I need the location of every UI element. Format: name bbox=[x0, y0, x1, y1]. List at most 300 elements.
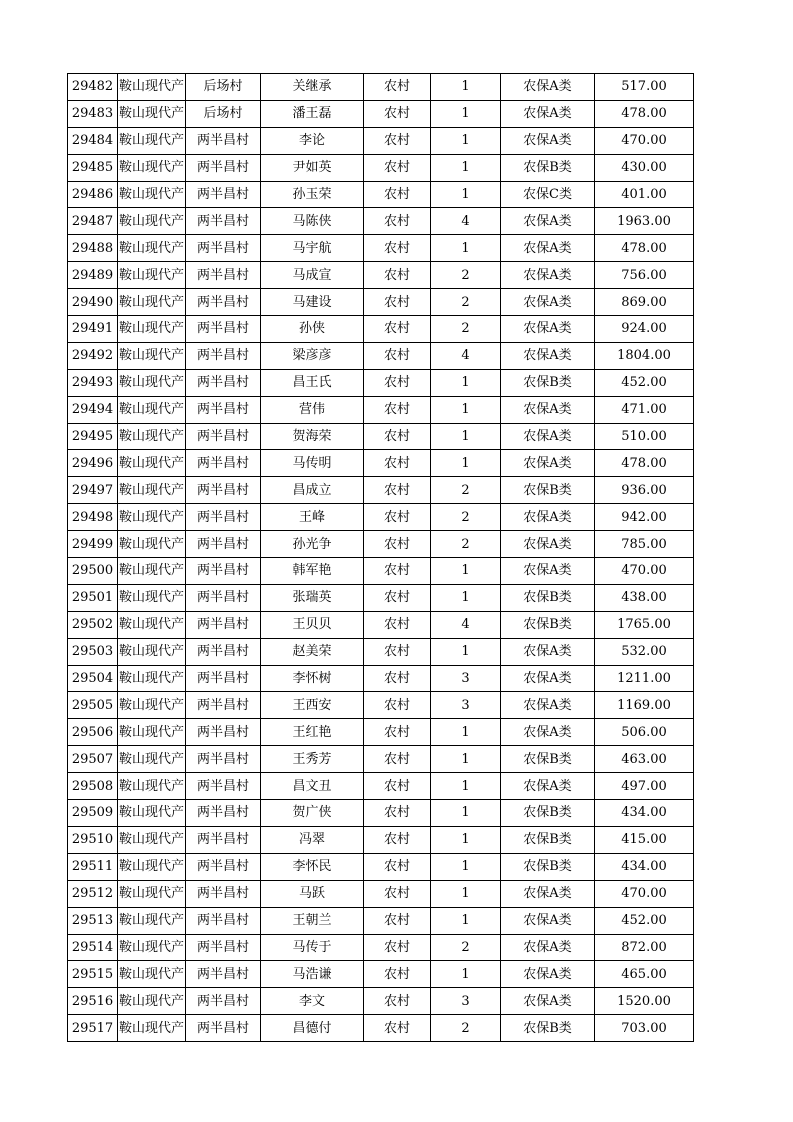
name-cell: 王峰 bbox=[261, 504, 364, 531]
town-cell: 鞍山现代产 bbox=[118, 369, 186, 396]
amount-cell: 703.00 bbox=[595, 1015, 694, 1042]
village-cell: 两半昌村 bbox=[186, 692, 261, 719]
household-type-cell: 农村 bbox=[364, 450, 431, 477]
member-count-cell: 1 bbox=[431, 773, 501, 800]
table-row bbox=[68, 773, 694, 800]
amount-cell: 415.00 bbox=[595, 826, 694, 853]
name-cell: 韩军艳 bbox=[261, 558, 364, 585]
record-id-cell: 29489 bbox=[68, 262, 118, 289]
amount-cell: 434.00 bbox=[595, 853, 694, 880]
record-id-cell: 29505 bbox=[68, 692, 118, 719]
record-id-cell: 29493 bbox=[68, 369, 118, 396]
town-cell: 鞍山现代产 bbox=[118, 773, 186, 800]
amount-cell: 465.00 bbox=[595, 961, 694, 988]
member-count-cell: 1 bbox=[431, 396, 501, 423]
member-count-cell: 4 bbox=[431, 208, 501, 235]
member-count-cell: 1 bbox=[431, 558, 501, 585]
village-cell: 两半昌村 bbox=[186, 558, 261, 585]
member-count-cell: 4 bbox=[431, 611, 501, 638]
village-cell: 两半昌村 bbox=[186, 853, 261, 880]
category-cell: 农保A类 bbox=[501, 692, 595, 719]
category-cell: 农保A类 bbox=[501, 531, 595, 558]
household-type-cell: 农村 bbox=[364, 316, 431, 343]
member-count-cell: 1 bbox=[431, 74, 501, 101]
household-type-cell: 农村 bbox=[364, 477, 431, 504]
village-cell: 两半昌村 bbox=[186, 127, 261, 154]
name-cell: 王朝兰 bbox=[261, 907, 364, 934]
amount-cell: 924.00 bbox=[595, 316, 694, 343]
village-cell: 两半昌村 bbox=[186, 826, 261, 853]
category-cell: 农保B类 bbox=[501, 369, 595, 396]
name-cell: 贺海荣 bbox=[261, 423, 364, 450]
table-row bbox=[68, 74, 694, 101]
table-row bbox=[68, 880, 694, 907]
record-id-cell: 29514 bbox=[68, 934, 118, 961]
table-row bbox=[68, 1015, 694, 1042]
category-cell: 农保A类 bbox=[501, 396, 595, 423]
table-row bbox=[68, 961, 694, 988]
village-cell: 两半昌村 bbox=[186, 1015, 261, 1042]
town-cell: 鞍山现代产 bbox=[118, 558, 186, 585]
village-cell: 两半昌村 bbox=[186, 934, 261, 961]
record-id-cell: 29504 bbox=[68, 665, 118, 692]
category-cell: 农保A类 bbox=[501, 558, 595, 585]
category-cell: 农保A类 bbox=[501, 773, 595, 800]
household-type-cell: 农村 bbox=[364, 74, 431, 101]
category-cell: 农保A类 bbox=[501, 289, 595, 316]
name-cell: 马跃 bbox=[261, 880, 364, 907]
town-cell: 鞍山现代产 bbox=[118, 423, 186, 450]
amount-cell: 434.00 bbox=[595, 800, 694, 827]
name-cell: 马成宣 bbox=[261, 262, 364, 289]
table-row bbox=[68, 558, 694, 585]
town-cell: 鞍山现代产 bbox=[118, 154, 186, 181]
town-cell: 鞍山现代产 bbox=[118, 907, 186, 934]
amount-cell: 478.00 bbox=[595, 235, 694, 262]
table-row bbox=[68, 611, 694, 638]
name-cell: 马建设 bbox=[261, 289, 364, 316]
table-row bbox=[68, 181, 694, 208]
household-type-cell: 农村 bbox=[364, 961, 431, 988]
village-cell: 两半昌村 bbox=[186, 477, 261, 504]
household-type-cell: 农村 bbox=[364, 826, 431, 853]
category-cell: 农保B类 bbox=[501, 800, 595, 827]
household-type-cell: 农村 bbox=[364, 531, 431, 558]
household-type-cell: 农村 bbox=[364, 181, 431, 208]
table-row bbox=[68, 369, 694, 396]
member-count-cell: 2 bbox=[431, 934, 501, 961]
village-cell: 两半昌村 bbox=[186, 880, 261, 907]
household-type-cell: 农村 bbox=[364, 584, 431, 611]
table-row bbox=[68, 235, 694, 262]
category-cell: 农保C类 bbox=[501, 181, 595, 208]
record-id-cell: 29502 bbox=[68, 611, 118, 638]
amount-cell: 936.00 bbox=[595, 477, 694, 504]
record-id-cell: 29494 bbox=[68, 396, 118, 423]
member-count-cell: 1 bbox=[431, 100, 501, 127]
name-cell: 李怀民 bbox=[261, 853, 364, 880]
table-row bbox=[68, 907, 694, 934]
member-count-cell: 1 bbox=[431, 450, 501, 477]
member-count-cell: 2 bbox=[431, 262, 501, 289]
town-cell: 鞍山现代产 bbox=[118, 826, 186, 853]
amount-cell: 470.00 bbox=[595, 127, 694, 154]
town-cell: 鞍山现代产 bbox=[118, 719, 186, 746]
table-row bbox=[68, 208, 694, 235]
category-cell: 农保A类 bbox=[501, 719, 595, 746]
record-id-cell: 29483 bbox=[68, 100, 118, 127]
village-cell: 两半昌村 bbox=[186, 746, 261, 773]
name-cell: 李论 bbox=[261, 127, 364, 154]
town-cell: 鞍山现代产 bbox=[118, 611, 186, 638]
village-cell: 两半昌村 bbox=[186, 369, 261, 396]
record-id-cell: 29492 bbox=[68, 342, 118, 369]
town-cell: 鞍山现代产 bbox=[118, 396, 186, 423]
name-cell: 昌王氏 bbox=[261, 369, 364, 396]
household-type-cell: 农村 bbox=[364, 1015, 431, 1042]
record-id-cell: 29499 bbox=[68, 531, 118, 558]
record-id-cell: 29510 bbox=[68, 826, 118, 853]
village-cell: 两半昌村 bbox=[186, 719, 261, 746]
member-count-cell: 1 bbox=[431, 181, 501, 208]
amount-cell: 532.00 bbox=[595, 638, 694, 665]
village-cell: 两半昌村 bbox=[186, 504, 261, 531]
household-type-cell: 农村 bbox=[364, 369, 431, 396]
household-type-cell: 农村 bbox=[364, 423, 431, 450]
town-cell: 鞍山现代产 bbox=[118, 74, 186, 101]
record-id-cell: 29515 bbox=[68, 961, 118, 988]
record-id-cell: 29513 bbox=[68, 907, 118, 934]
member-count-cell: 1 bbox=[431, 584, 501, 611]
town-cell: 鞍山现代产 bbox=[118, 181, 186, 208]
table-row bbox=[68, 934, 694, 961]
name-cell: 李文 bbox=[261, 988, 364, 1015]
member-count-cell: 1 bbox=[431, 638, 501, 665]
town-cell: 鞍山现代产 bbox=[118, 746, 186, 773]
member-count-cell: 1 bbox=[431, 235, 501, 262]
table-row bbox=[68, 289, 694, 316]
name-cell: 孙侠 bbox=[261, 316, 364, 343]
record-id-cell: 29484 bbox=[68, 127, 118, 154]
member-count-cell: 1 bbox=[431, 880, 501, 907]
table-row bbox=[68, 100, 694, 127]
amount-cell: 506.00 bbox=[595, 719, 694, 746]
category-cell: 农保A类 bbox=[501, 423, 595, 450]
village-cell: 两半昌村 bbox=[186, 316, 261, 343]
table-row bbox=[68, 826, 694, 853]
amount-cell: 497.00 bbox=[595, 773, 694, 800]
name-cell: 潘王磊 bbox=[261, 100, 364, 127]
table-row bbox=[68, 800, 694, 827]
amount-cell: 478.00 bbox=[595, 100, 694, 127]
name-cell: 王西安 bbox=[261, 692, 364, 719]
table-row bbox=[68, 988, 694, 1015]
amount-cell: 1804.00 bbox=[595, 342, 694, 369]
village-cell: 两半昌村 bbox=[186, 584, 261, 611]
name-cell: 昌成立 bbox=[261, 477, 364, 504]
town-cell: 鞍山现代产 bbox=[118, 477, 186, 504]
member-count-cell: 1 bbox=[431, 423, 501, 450]
village-cell: 两半昌村 bbox=[186, 208, 261, 235]
name-cell: 李怀树 bbox=[261, 665, 364, 692]
category-cell: 农保A类 bbox=[501, 665, 595, 692]
member-count-cell: 2 bbox=[431, 289, 501, 316]
household-type-cell: 农村 bbox=[364, 665, 431, 692]
record-id-cell: 29506 bbox=[68, 719, 118, 746]
category-cell: 农保A类 bbox=[501, 74, 595, 101]
name-cell: 关继承 bbox=[261, 74, 364, 101]
table-row bbox=[68, 665, 694, 692]
table-row bbox=[68, 396, 694, 423]
table-row bbox=[68, 262, 694, 289]
town-cell: 鞍山现代产 bbox=[118, 531, 186, 558]
town-cell: 鞍山现代产 bbox=[118, 638, 186, 665]
household-type-cell: 农村 bbox=[364, 773, 431, 800]
table-row bbox=[68, 423, 694, 450]
amount-cell: 452.00 bbox=[595, 369, 694, 396]
village-cell: 两半昌村 bbox=[186, 342, 261, 369]
data-table bbox=[67, 73, 694, 1042]
town-cell: 鞍山现代产 bbox=[118, 692, 186, 719]
amount-cell: 942.00 bbox=[595, 504, 694, 531]
village-cell: 两半昌村 bbox=[186, 396, 261, 423]
name-cell: 孙光争 bbox=[261, 531, 364, 558]
table-row bbox=[68, 504, 694, 531]
category-cell: 农保A类 bbox=[501, 342, 595, 369]
member-count-cell: 1 bbox=[431, 369, 501, 396]
household-type-cell: 农村 bbox=[364, 638, 431, 665]
member-count-cell: 1 bbox=[431, 826, 501, 853]
record-id-cell: 29512 bbox=[68, 880, 118, 907]
member-count-cell: 1 bbox=[431, 746, 501, 773]
table-row bbox=[68, 127, 694, 154]
category-cell: 农保A类 bbox=[501, 450, 595, 477]
name-cell: 王贝贝 bbox=[261, 611, 364, 638]
category-cell: 农保B类 bbox=[501, 853, 595, 880]
name-cell: 王红艳 bbox=[261, 719, 364, 746]
category-cell: 农保A类 bbox=[501, 988, 595, 1015]
town-cell: 鞍山现代产 bbox=[118, 504, 186, 531]
town-cell: 鞍山现代产 bbox=[118, 800, 186, 827]
record-id-cell: 29490 bbox=[68, 289, 118, 316]
amount-cell: 430.00 bbox=[595, 154, 694, 181]
name-cell: 马浩谦 bbox=[261, 961, 364, 988]
name-cell: 赵美荣 bbox=[261, 638, 364, 665]
name-cell: 冯翠 bbox=[261, 826, 364, 853]
table-row bbox=[68, 719, 694, 746]
household-type-cell: 农村 bbox=[364, 853, 431, 880]
town-cell: 鞍山现代产 bbox=[118, 1015, 186, 1042]
table-row bbox=[68, 342, 694, 369]
village-cell: 两半昌村 bbox=[186, 450, 261, 477]
table-row bbox=[68, 316, 694, 343]
record-id-cell: 29503 bbox=[68, 638, 118, 665]
table-row bbox=[68, 584, 694, 611]
household-type-cell: 农村 bbox=[364, 154, 431, 181]
table-row bbox=[68, 477, 694, 504]
amount-cell: 401.00 bbox=[595, 181, 694, 208]
record-id-cell: 29517 bbox=[68, 1015, 118, 1042]
household-type-cell: 农村 bbox=[364, 504, 431, 531]
household-type-cell: 农村 bbox=[364, 692, 431, 719]
category-cell: 农保B类 bbox=[501, 611, 595, 638]
household-type-cell: 农村 bbox=[364, 235, 431, 262]
amount-cell: 452.00 bbox=[595, 907, 694, 934]
household-type-cell: 农村 bbox=[364, 907, 431, 934]
village-cell: 两半昌村 bbox=[186, 800, 261, 827]
record-id-cell: 29498 bbox=[68, 504, 118, 531]
record-id-cell: 29508 bbox=[68, 773, 118, 800]
village-cell: 两半昌村 bbox=[186, 531, 261, 558]
name-cell: 马传于 bbox=[261, 934, 364, 961]
town-cell: 鞍山现代产 bbox=[118, 934, 186, 961]
name-cell: 昌文丑 bbox=[261, 773, 364, 800]
town-cell: 鞍山现代产 bbox=[118, 127, 186, 154]
town-cell: 鞍山现代产 bbox=[118, 208, 186, 235]
household-type-cell: 农村 bbox=[364, 800, 431, 827]
member-count-cell: 1 bbox=[431, 961, 501, 988]
record-id-cell: 29491 bbox=[68, 316, 118, 343]
record-id-cell: 29496 bbox=[68, 450, 118, 477]
amount-cell: 478.00 bbox=[595, 450, 694, 477]
household-type-cell: 农村 bbox=[364, 208, 431, 235]
name-cell: 孙玉荣 bbox=[261, 181, 364, 208]
household-type-cell: 农村 bbox=[364, 558, 431, 585]
village-cell: 两半昌村 bbox=[186, 907, 261, 934]
town-cell: 鞍山现代产 bbox=[118, 289, 186, 316]
village-cell: 两半昌村 bbox=[186, 961, 261, 988]
category-cell: 农保A类 bbox=[501, 638, 595, 665]
town-cell: 鞍山现代产 bbox=[118, 262, 186, 289]
town-cell: 鞍山现代产 bbox=[118, 450, 186, 477]
household-type-cell: 农村 bbox=[364, 719, 431, 746]
record-id-cell: 29516 bbox=[68, 988, 118, 1015]
category-cell: 农保B类 bbox=[501, 1015, 595, 1042]
member-count-cell: 1 bbox=[431, 907, 501, 934]
amount-cell: 872.00 bbox=[595, 934, 694, 961]
name-cell: 张瑞英 bbox=[261, 584, 364, 611]
member-count-cell: 1 bbox=[431, 719, 501, 746]
record-id-cell: 29495 bbox=[68, 423, 118, 450]
record-id-cell: 29501 bbox=[68, 584, 118, 611]
amount-cell: 510.00 bbox=[595, 423, 694, 450]
category-cell: 农保A类 bbox=[501, 262, 595, 289]
category-cell: 农保A类 bbox=[501, 127, 595, 154]
amount-cell: 517.00 bbox=[595, 74, 694, 101]
village-cell: 两半昌村 bbox=[186, 665, 261, 692]
household-type-cell: 农村 bbox=[364, 611, 431, 638]
category-cell: 农保A类 bbox=[501, 100, 595, 127]
category-cell: 农保A类 bbox=[501, 235, 595, 262]
category-cell: 农保B类 bbox=[501, 154, 595, 181]
amount-cell: 470.00 bbox=[595, 880, 694, 907]
town-cell: 鞍山现代产 bbox=[118, 100, 186, 127]
household-type-cell: 农村 bbox=[364, 342, 431, 369]
village-cell: 两半昌村 bbox=[186, 988, 261, 1015]
name-cell: 尹如英 bbox=[261, 154, 364, 181]
village-cell: 两半昌村 bbox=[186, 154, 261, 181]
village-cell: 两半昌村 bbox=[186, 289, 261, 316]
member-count-cell: 2 bbox=[431, 316, 501, 343]
member-count-cell: 3 bbox=[431, 988, 501, 1015]
village-cell: 后场村 bbox=[186, 100, 261, 127]
village-cell: 后场村 bbox=[186, 74, 261, 101]
record-id-cell: 29487 bbox=[68, 208, 118, 235]
member-count-cell: 1 bbox=[431, 127, 501, 154]
member-count-cell: 2 bbox=[431, 531, 501, 558]
member-count-cell: 4 bbox=[431, 342, 501, 369]
village-cell: 两半昌村 bbox=[186, 262, 261, 289]
town-cell: 鞍山现代产 bbox=[118, 961, 186, 988]
member-count-cell: 3 bbox=[431, 665, 501, 692]
household-type-cell: 农村 bbox=[364, 988, 431, 1015]
table-row bbox=[68, 853, 694, 880]
amount-cell: 756.00 bbox=[595, 262, 694, 289]
category-cell: 农保A类 bbox=[501, 316, 595, 343]
amount-cell: 1520.00 bbox=[595, 988, 694, 1015]
household-type-cell: 农村 bbox=[364, 396, 431, 423]
table-row bbox=[68, 692, 694, 719]
town-cell: 鞍山现代产 bbox=[118, 853, 186, 880]
name-cell: 营伟 bbox=[261, 396, 364, 423]
member-count-cell: 2 bbox=[431, 1015, 501, 1042]
table-row bbox=[68, 450, 694, 477]
amount-cell: 438.00 bbox=[595, 584, 694, 611]
category-cell: 农保A类 bbox=[501, 208, 595, 235]
name-cell: 王秀芳 bbox=[261, 746, 364, 773]
name-cell: 马陈侠 bbox=[261, 208, 364, 235]
name-cell: 马宇航 bbox=[261, 235, 364, 262]
record-id-cell: 29509 bbox=[68, 800, 118, 827]
town-cell: 鞍山现代产 bbox=[118, 665, 186, 692]
household-type-cell: 农村 bbox=[364, 934, 431, 961]
record-id-cell: 29482 bbox=[68, 74, 118, 101]
name-cell: 马传明 bbox=[261, 450, 364, 477]
village-cell: 两半昌村 bbox=[186, 423, 261, 450]
village-cell: 两半昌村 bbox=[186, 638, 261, 665]
category-cell: 农保B类 bbox=[501, 477, 595, 504]
member-count-cell: 2 bbox=[431, 504, 501, 531]
record-id-cell: 29507 bbox=[68, 746, 118, 773]
household-type-cell: 农村 bbox=[364, 262, 431, 289]
amount-cell: 1211.00 bbox=[595, 665, 694, 692]
household-type-cell: 农村 bbox=[364, 127, 431, 154]
table-body bbox=[68, 74, 694, 1042]
village-cell: 两半昌村 bbox=[186, 773, 261, 800]
member-count-cell: 1 bbox=[431, 154, 501, 181]
category-cell: 农保B类 bbox=[501, 746, 595, 773]
town-cell: 鞍山现代产 bbox=[118, 235, 186, 262]
town-cell: 鞍山现代产 bbox=[118, 988, 186, 1015]
village-cell: 两半昌村 bbox=[186, 611, 261, 638]
amount-cell: 471.00 bbox=[595, 396, 694, 423]
amount-cell: 1765.00 bbox=[595, 611, 694, 638]
town-cell: 鞍山现代产 bbox=[118, 342, 186, 369]
record-id-cell: 29486 bbox=[68, 181, 118, 208]
record-id-cell: 29500 bbox=[68, 558, 118, 585]
record-id-cell: 29485 bbox=[68, 154, 118, 181]
category-cell: 农保A类 bbox=[501, 961, 595, 988]
category-cell: 农保A类 bbox=[501, 934, 595, 961]
household-type-cell: 农村 bbox=[364, 100, 431, 127]
town-cell: 鞍山现代产 bbox=[118, 880, 186, 907]
village-cell: 两半昌村 bbox=[186, 235, 261, 262]
category-cell: 农保A类 bbox=[501, 504, 595, 531]
table-row bbox=[68, 746, 694, 773]
record-id-cell: 29497 bbox=[68, 477, 118, 504]
record-id-cell: 29488 bbox=[68, 235, 118, 262]
amount-cell: 1169.00 bbox=[595, 692, 694, 719]
